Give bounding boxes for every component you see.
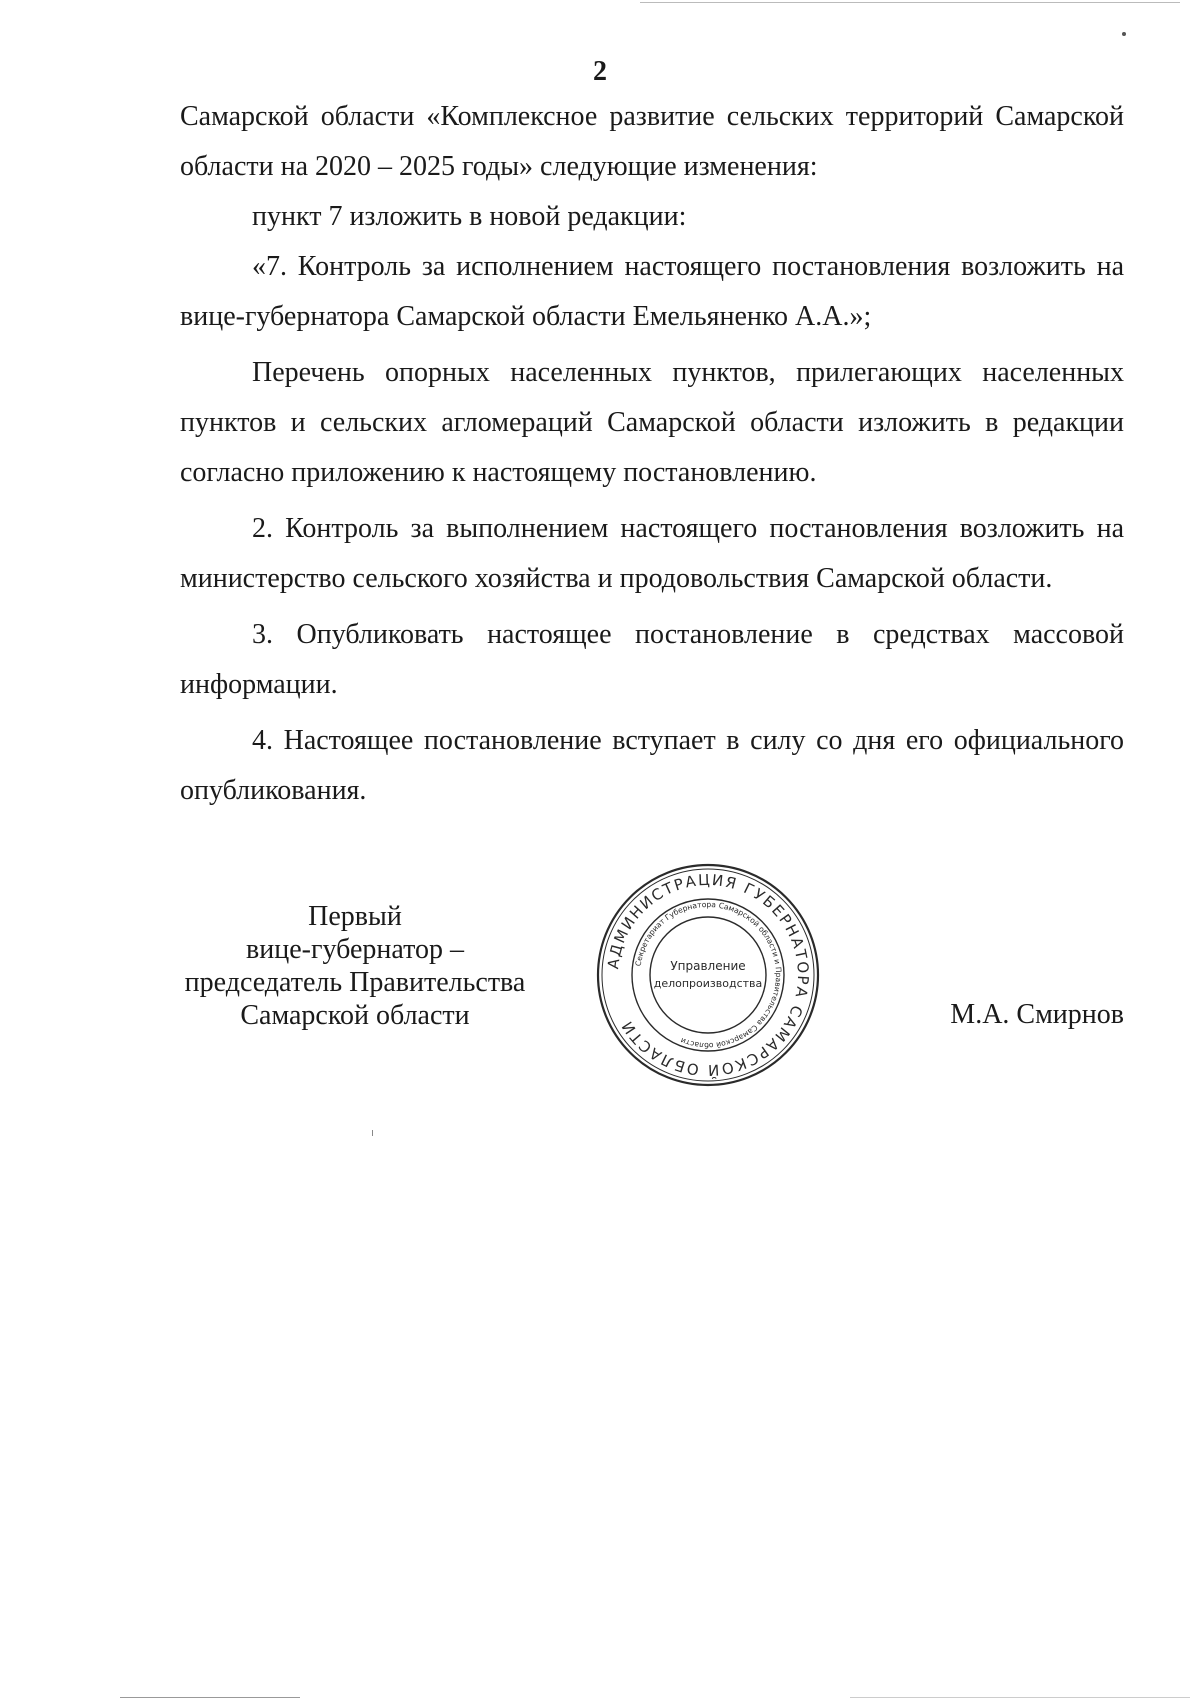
- signer-position-line: вице-губернатор –: [246, 934, 464, 965]
- official-seal-stamp: [595, 862, 821, 1088]
- signer-position-line: Первый: [308, 901, 402, 932]
- scan-line-bottom: [850, 1697, 1190, 1698]
- signer-position: [180, 900, 530, 1032]
- stamp-center-line-2: делопроизводства: [653, 977, 763, 990]
- paragraph-intro-continuation: Самарской области «Комплексное развитие сельских территорий Самарской области на 2020 – 2025 годы» следующие изменения:: [180, 101, 1124, 182]
- signer-position-line: председатель Правительства: [184, 967, 526, 998]
- signer-position-line: Самарской области: [240, 1000, 470, 1031]
- signer-name: М.А. Смирнов: [950, 999, 1124, 1030]
- stamp-outer-text: АДМИНИСТРАЦИЯ ГУБЕРНАТОРА САМАРСКОЙ ОБЛАСТИ: [604, 870, 813, 1080]
- scan-line-top: [640, 2, 1180, 3]
- stamp-center-line-1: Управление: [670, 959, 746, 973]
- svg-text:Секретариат Губернатора Самарс: [634, 900, 783, 1050]
- paragraph-item-7-instruction: пункт 7 изложить в новой редакции:: [252, 201, 687, 232]
- paragraph-publication: 3. Опубликовать настоящее постановление в средствах массовой информации.: [180, 619, 1124, 700]
- stamp-inner-ring-text: Секретариат Губернатора Самарской области и Правительства Самарской области: [633, 899, 784, 1051]
- paragraph-settlements-list: Перечень опорных населенных пунктов, прилегающих населенных пунктов и сельских агломераций Самарской области изложить в редакции согласно приложению к настоящему постановлению.: [180, 357, 1124, 488]
- paragraph-item-7-text: «7. Контроль за исполнением настоящего постановления возложить на вице-губернатора Самарской области Емельяненко А.А.»;: [180, 251, 1124, 332]
- scan-dot: [372, 1130, 373, 1136]
- document-body: [180, 92, 1124, 816]
- scan-dot: [1122, 32, 1126, 36]
- paragraph-entry-into-force: 4. Настоящее постановление вступает в силу со дня его официального опубликования.: [180, 725, 1124, 806]
- scan-line-bottom: [120, 1697, 300, 1698]
- paragraph-control: 2. Контроль за выполнением настоящего постановления возложить на министерство сельского хозяйства и продовольствия Самарской области.: [180, 513, 1124, 594]
- page-number: 2: [593, 56, 607, 87]
